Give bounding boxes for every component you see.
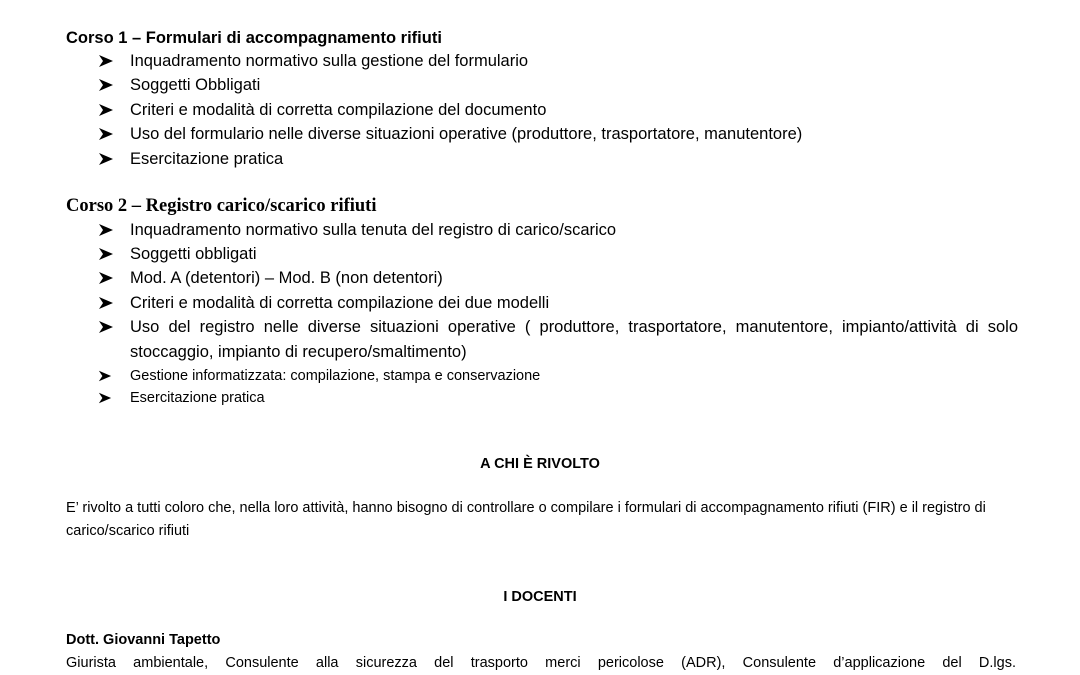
list-item-label: Uso del formulario nelle diverse situazioni operative (produttore, trasportatore, manutentore)	[130, 125, 803, 143]
list-item-label: Criteri e modalità di corretta compilazione dei due modelli	[130, 294, 550, 312]
section-heading-teachers: I DOCENTI	[503, 589, 577, 605]
arrowhead-bullet-icon	[98, 387, 118, 409]
list-item-label: Esercitazione pratica	[130, 150, 284, 168]
list-item-label: Soggetti obbligati	[130, 245, 257, 263]
arrowhead-bullet-icon	[98, 266, 118, 290]
list-item-label: Gestione informatizzata: compilazione, stampa e conservazione	[130, 368, 541, 384]
list-item-label: Esercitazione pratica	[130, 390, 265, 406]
list-item-label: Mod. A (detentori) – Mod. B (non detentori)	[130, 269, 443, 287]
course2-title: Corso 2 – Registro carico/scarico rifiuti	[66, 196, 377, 216]
arrowhead-bullet-icon	[98, 242, 118, 266]
teacher-name: Dott. Giovanni Tapetto	[66, 632, 221, 648]
arrowhead-bullet-icon	[98, 147, 118, 171]
arrowhead-bullet-icon	[98, 122, 118, 146]
teacher-bio: Giurista ambientale, Consulente alla sicurezza del trasporto merci pericolose (ADR), Consulente d’applicazione del D.lgs.	[66, 655, 1016, 671]
list-item-label: Soggetti Obbligati	[130, 76, 261, 94]
audience-paragraph: E’ rivolto a tutti coloro che, nella loro attività, hanno bisogno di controllare o compilare i formulari di accompagnamento rifiuti (FIR) e il registro di carico/scarico rifiuti	[66, 500, 986, 539]
arrowhead-bullet-icon	[98, 49, 118, 73]
arrowhead-bullet-icon	[98, 73, 118, 97]
arrowhead-bullet-icon	[98, 98, 118, 122]
course1-title: Corso 1 – Formulari di accompagnamento rifiuti	[66, 29, 442, 47]
list-item-label: Inquadramento normativo sulla tenuta del registro di carico/scarico	[130, 221, 617, 239]
list-item-label: Inquadramento normativo sulla gestione del formulario	[130, 52, 529, 70]
list-item	[98, 315, 1018, 364]
arrowhead-bullet-icon	[98, 365, 118, 387]
arrowhead-bullet-icon	[98, 315, 118, 339]
list-item-label: Criteri e modalità di corretta compilazione del documento	[130, 101, 547, 119]
section-heading-audience: A CHI È RIVOLTO	[480, 456, 600, 472]
list-item-label: Uso del registro nelle diverse situazioni operative ( produttore, trasportatore, manutentore, impianto/attività di solo stoccaggio, impianto di recupero/smaltimento)	[130, 318, 1018, 361]
arrowhead-bullet-icon	[98, 291, 118, 315]
arrowhead-bullet-icon	[98, 218, 118, 242]
